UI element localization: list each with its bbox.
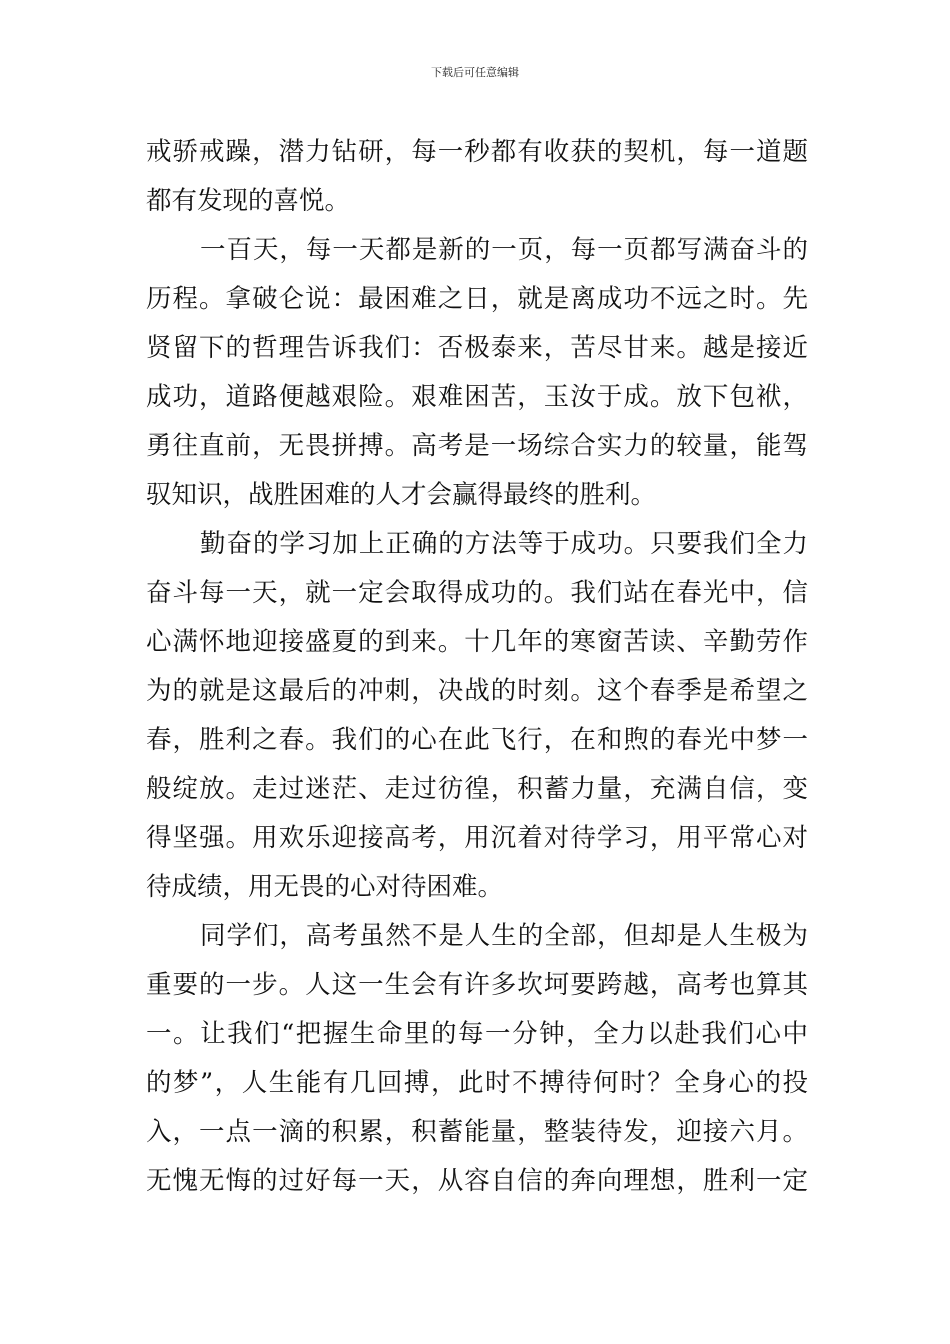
text-line: 重要的一步。人这一生会有许多坎坷要跨越，高考也算其	[146, 970, 808, 1000]
text-line: 驭知识，战胜困难的人才会赢得最终的胜利。	[146, 480, 657, 510]
text-line: 都有发现的喜悦。	[146, 186, 351, 216]
text-line: 成功，道路便越艰险。艰难困苦，玉汝于成。放下包袱，	[146, 382, 808, 412]
text-line: 待成绩，用无畏的心对待困难。	[146, 872, 504, 902]
text-line: 勤奋的学习加上正确的方法等于成功。只要我们全力	[200, 529, 808, 559]
text-line: 贤留下的哲理告诉我们：否极泰来，苦尽甘来。越是接近	[146, 333, 808, 363]
text-line: 的梦”，人生能有几回搏，此时不搏待何时？全身心的投	[146, 1068, 808, 1098]
text-line: 心满怀地迎接盛夏的到来。十几年的寒窗苦读、辛勤劳作	[146, 627, 808, 657]
text-line: 戒骄戒躁，潜力钻研，每一秒都有收获的契机，每一道题	[146, 137, 808, 167]
text-line: 入，一点一滴的积累，积蓄能量，整装待发，迎接六月。	[146, 1117, 808, 1147]
text-line: 同学们，高考虽然不是人生的全部，但却是人生极为	[200, 921, 808, 951]
text-line: 为的就是这最后的冲刺，决战的时刻。这个春季是希望之	[146, 676, 808, 706]
text-line: 春，胜利之春。我们的心在此飞行，在和煦的春光中梦一	[146, 725, 808, 755]
text-line: 无愧无悔的过好每一天，从容自信的奔向理想，胜利一定	[146, 1166, 808, 1196]
text-line: 奋斗每一天，就一定会取得成功的。我们站在春光中，信	[146, 578, 808, 608]
text-line: 一百天，每一天都是新的一页，每一页都写满奋斗的	[200, 235, 808, 265]
text-line: 一。让我们“把握生命里的每一分钟，全力以赴我们心中	[146, 1019, 808, 1049]
text-line: 历程。拿破仑说：最困难之日，就是离成功不远之时。先	[146, 284, 808, 314]
text-line: 得坚强。用欢乐迎接高考，用沉着对待学习，用平常心对	[146, 823, 808, 853]
body-text	[146, 128, 808, 1206]
text-line: 勇往直前，无畏拼搏。高考是一场综合实力的较量，能驾	[146, 431, 808, 461]
page-header: 下载后可任意编辑	[431, 66, 519, 79]
text-line: 般绽放。走过迷茫、走过彷徨，积蓄力量，充满自信，变	[146, 774, 808, 804]
